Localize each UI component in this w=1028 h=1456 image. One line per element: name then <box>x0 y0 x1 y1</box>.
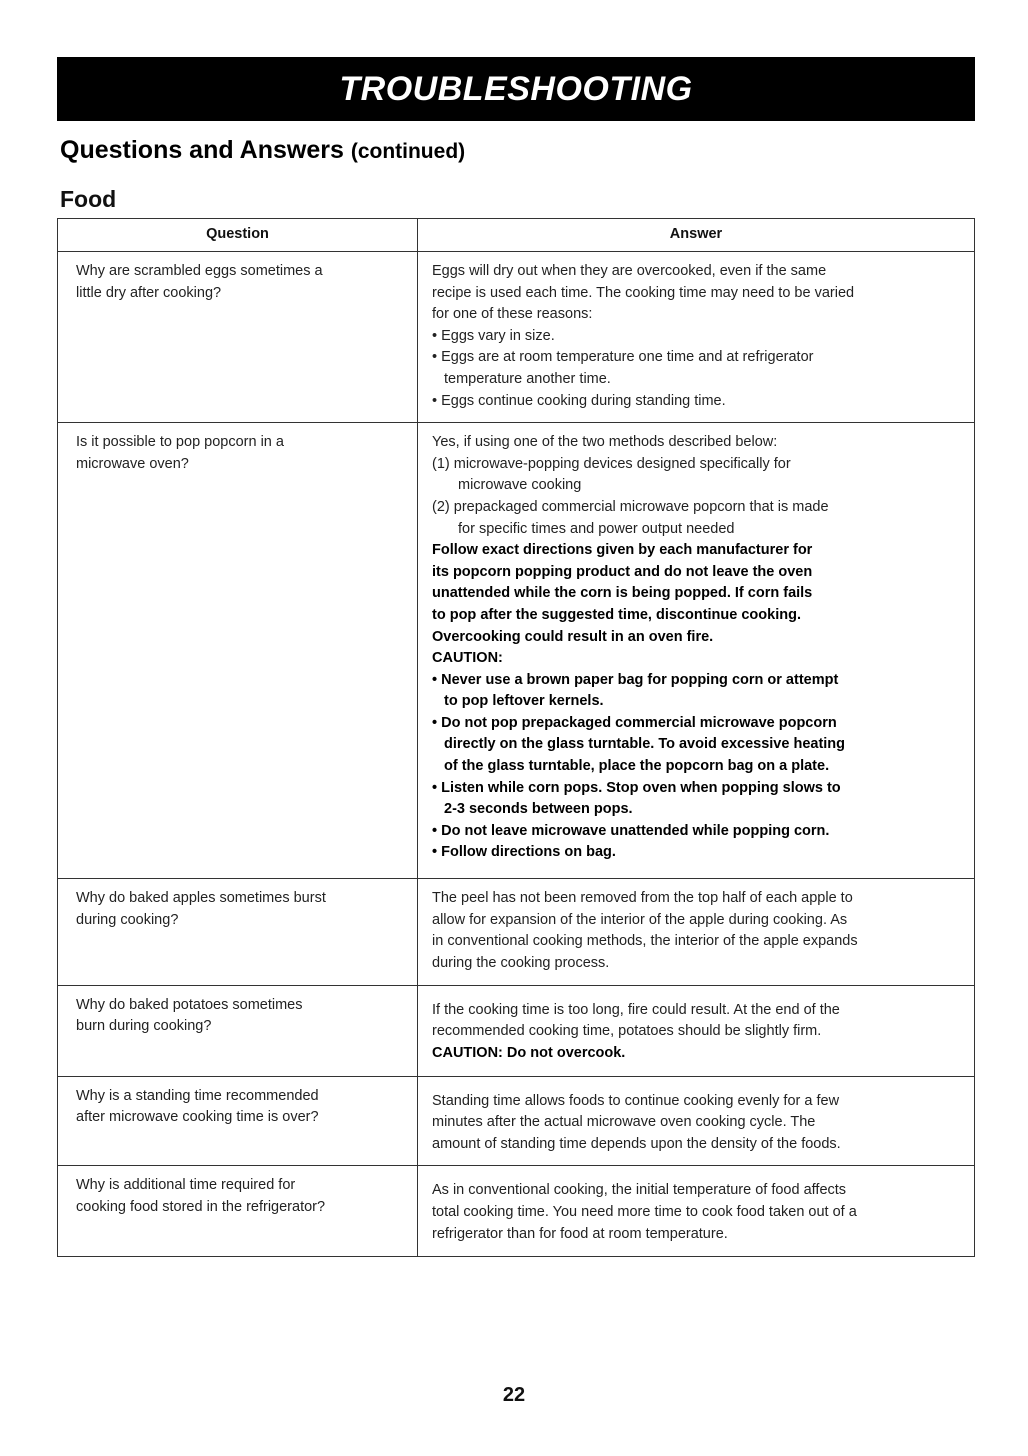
heading-sub: (continued) <box>350 140 466 163</box>
question-line: Why is a standing time recommended <box>76 1087 319 1104</box>
question-line: Why are scrambled eggs sometimes a <box>76 263 323 279</box>
question-line: Why is additional time required for <box>76 1177 296 1194</box>
answer-line: Eggs will dry out when they are overcooked, even if the same <box>432 263 827 279</box>
table-header-row <box>58 219 975 252</box>
answer-line: As in conventional cooking, the initial temperature of food affects <box>432 1182 847 1199</box>
answer-line: for one of these reasons: <box>432 306 593 323</box>
question-line: burn during cooking? <box>76 1018 212 1035</box>
table-row <box>58 985 975 1076</box>
answer-line: temperature another time. <box>444 370 611 387</box>
banner-title: TROUBLESHOOTING <box>339 69 693 108</box>
table-row <box>58 1076 975 1166</box>
question-line: cooking food stored in the refrigerator? <box>76 1198 326 1215</box>
answer-line: refrigerator than for food at room temperature. <box>432 1225 728 1242</box>
answer-line: allow for expansion of the interior of the apple during cooking. As <box>432 911 848 928</box>
answer-line: • Follow directions on bag. <box>432 844 616 861</box>
answer-line: Standing time allows foods to continue cooking evenly for a few <box>432 1092 840 1109</box>
answer-line: to pop leftover kernels. <box>444 693 604 710</box>
answer-line: unattended while the corn is being popped. If corn fails <box>432 585 813 602</box>
section-title: Food <box>60 186 117 212</box>
question-cell <box>58 423 418 879</box>
caution-label: CAUTION: <box>432 650 503 667</box>
question-line: little dry after cooking? <box>76 284 222 301</box>
answer-line: (2) prepackaged commercial microwave popcorn that is made <box>432 498 829 515</box>
question-line: Is it possible to pop popcorn in a <box>76 434 284 451</box>
answer-line: • Listen while corn pops. Stop oven when popping slows to <box>432 779 841 796</box>
answer-cell <box>418 1076 975 1166</box>
answer-cell <box>418 985 975 1076</box>
question-cell <box>58 1166 418 1257</box>
question-line: Why do baked apples sometimes burst <box>76 890 326 907</box>
answer-line: total cooking time. You need more time to cook food taken out of a <box>432 1203 857 1220</box>
answer-cell <box>418 879 975 985</box>
answer-line: microwave cooking <box>458 477 582 494</box>
answer-line: • Eggs vary in size. <box>432 327 555 344</box>
answer-line: during the cooking process. <box>432 954 610 971</box>
page-number: 22 <box>502 1384 526 1406</box>
question-cell <box>58 252 418 423</box>
table-row <box>58 423 975 879</box>
answer-line: The peel has not been removed from the top half of each apple to <box>432 890 853 907</box>
answer-line: Follow exact directions given by each manufacturer for <box>432 542 813 559</box>
answer-cell <box>418 252 975 423</box>
caution-label: CAUTION: Do not overcook. <box>432 1044 626 1061</box>
answer-line: of the glass turntable, place the popcorn bag on a plate. <box>444 758 830 775</box>
answer-line: (1) microwave-popping devices designed specifically for <box>432 455 791 472</box>
answer-line: recommended cooking time, potatoes should be slightly firm. <box>432 1023 822 1040</box>
answer-line: its popcorn popping product and do not leave the oven <box>432 563 813 580</box>
qa-table <box>57 218 975 1257</box>
answer-line: 2-3 seconds between pops. <box>444 801 633 818</box>
answer-line: • Never use a brown paper bag for popping corn or attempt <box>432 671 839 688</box>
page-heading <box>60 136 465 165</box>
answer-line: Yes, if using one of the two methods described below: <box>432 434 778 451</box>
answer-line: in conventional cooking methods, the interior of the apple expands <box>432 933 858 950</box>
question-line: microwave oven? <box>76 455 189 472</box>
answer-line: • Eggs continue cooking during standing time. <box>432 392 726 409</box>
answer-line: • Do not pop prepackaged commercial microwave popcorn <box>432 714 837 731</box>
answer-line: If the cooking time is too long, fire could result. At the end of the <box>432 1001 840 1018</box>
answer-line: Overcooking could result in an oven fire. <box>432 628 714 645</box>
answer-line: minutes after the actual microwave oven cooking cycle. The <box>432 1114 816 1131</box>
answer-line: • Eggs are at room temperature one time and at refrigerator <box>432 349 814 366</box>
answer-cell <box>418 1166 975 1257</box>
answer-line: • Do not leave microwave unattended while popping corn. <box>432 822 830 839</box>
answer-line: recipe is used each time. The cooking time may need to be varied <box>432 284 855 301</box>
question-cell <box>58 1076 418 1166</box>
answer-line: amount of standing time depends upon the density of the foods. <box>432 1135 841 1152</box>
answer-header: Answer <box>418 219 975 252</box>
answer-line: to pop after the suggested time, discontinue cooking. <box>432 606 801 623</box>
table-row <box>58 252 975 423</box>
table-row <box>58 879 975 985</box>
question-line: Why do baked potatoes sometimes <box>76 996 303 1013</box>
question-cell <box>58 879 418 985</box>
answer-line: for specific times and power output needed <box>458 520 735 537</box>
heading-main: Questions and Answers <box>60 136 344 164</box>
question-cell <box>58 985 418 1076</box>
title-banner <box>57 57 975 121</box>
table-row <box>58 1166 975 1257</box>
question-line: after microwave cooking time is over? <box>76 1109 319 1126</box>
answer-cell <box>418 423 975 879</box>
answer-line: directly on the glass turntable. To avoid excessive heating <box>444 736 846 753</box>
question-header: Question <box>58 219 418 252</box>
question-line: during cooking? <box>76 911 179 928</box>
